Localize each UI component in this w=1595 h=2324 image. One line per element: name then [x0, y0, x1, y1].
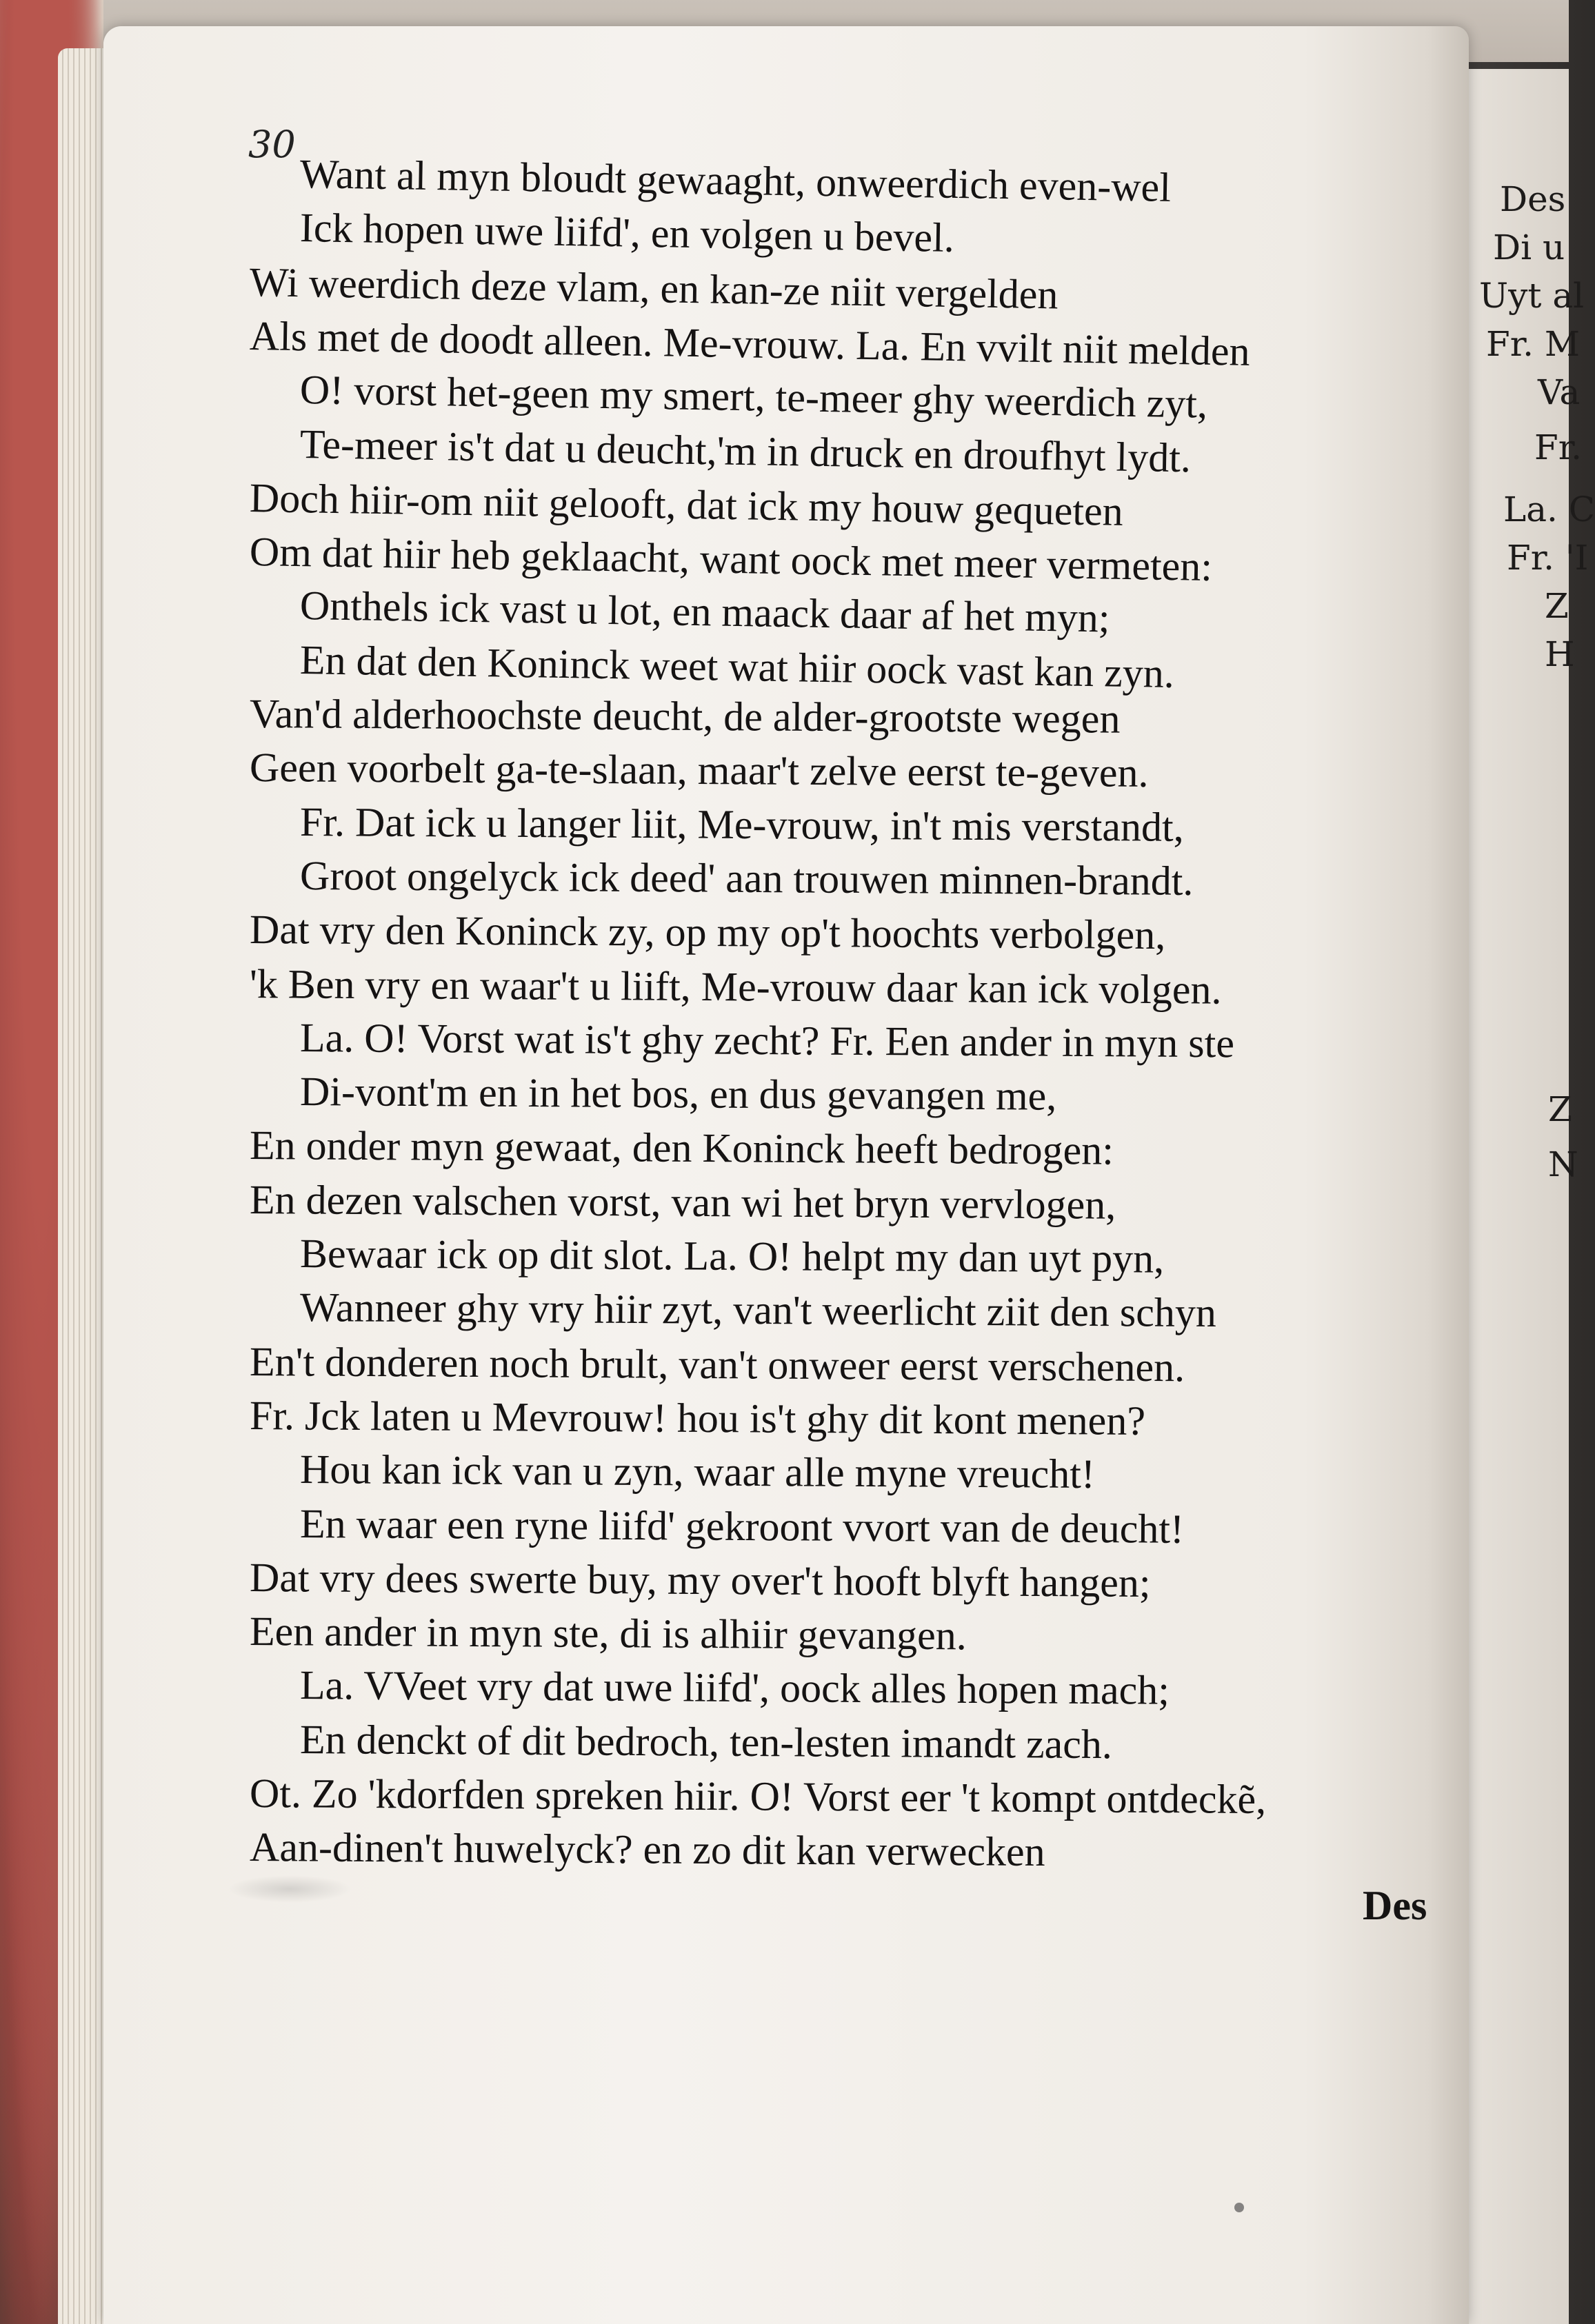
- facing-text: Fr.: [1534, 427, 1582, 467]
- verse-line: Om dat hiir heb geklaacht, want oock met meer vermeten:: [249, 529, 1213, 590]
- ink-smudge: [228, 1875, 352, 1903]
- verse-line: La. VVeet vry dat uwe liifd', oock alles hopen mach;: [299, 1662, 1170, 1714]
- verse-line: Want al myn bloudt gewaaght, onweerdich even-wel: [299, 151, 1172, 210]
- page-number: 30: [248, 123, 296, 166]
- facing-text: Uyt al: [1479, 276, 1585, 316]
- verse-line: Als met de doodt alleen. Me-vrouw. La. En vvilt niit melden: [249, 312, 1251, 374]
- facing-text: Va: [1538, 372, 1581, 412]
- facing-text: Des: [1500, 179, 1566, 219]
- verse-line: Wi weerdich deze vlam, en kan-ze niit vergelden: [249, 259, 1059, 318]
- verse-line: Bewaar ick op dit slot. La. O! helpt my dan uyt pyn,: [299, 1231, 1165, 1282]
- verse-line: Een ander in myn ste, di is alhiir gevangen.: [249, 1608, 967, 1659]
- verse-line: La. O! Vorst wat is't ghy zecht? Fr. Een ander in myn ste: [299, 1014, 1235, 1067]
- verse-line: Wanneer ghy vry hiir zyt, van't weerlicht ziit den schyn: [299, 1284, 1217, 1336]
- facing-text: Di u: [1493, 228, 1565, 267]
- verse-line: Van'd alderhoochste deucht, de alder-grootste wegen: [249, 691, 1121, 742]
- verse-line: En dezen valschen vorst, van wi het bryn vervlogen,: [249, 1176, 1116, 1228]
- verse-line: Onthels ick vast u lot, en maack daar af het myn;: [299, 583, 1111, 641]
- verse-line: Aan-dinen't huwelyck? en zo dit kan verwecken: [249, 1824, 1045, 1875]
- verse-line: O! vorst het-geen my smert, te-meer ghy weerdich zyt,: [299, 367, 1208, 427]
- verse-line: En onder myn gewaat, den Koninck heeft bedrogen:: [249, 1122, 1114, 1174]
- facing-text: Z: [1545, 586, 1569, 626]
- verse-line: En denckt of dit bedroch, ten-lesten imandt zach.: [299, 1716, 1113, 1767]
- verse-line: Dat vry dees swerte buy, my over't hooft blyft hangen;: [249, 1554, 1151, 1606]
- facing-text: Fr. 'I: [1507, 538, 1589, 578]
- verse-line: En waar een ryne liifd' gekroont vvort van de deucht!: [299, 1500, 1185, 1552]
- verse-line: Doch hiir-om niit gelooft, dat ick my houw gequeten: [249, 474, 1124, 534]
- verse-line: Ick hopen uwe liifd', en volgen u bevel.: [299, 205, 955, 261]
- verse-line: 'k Ben vry en waar't u liift, Me-vrouw daar kan ick volgen.: [249, 960, 1222, 1013]
- verse-line: Hou kan ick van u zyn, waar alle myne vreucht!: [299, 1446, 1096, 1497]
- verse-line: Dat vry den Koninck zy, op my op't hoochts verbolgen,: [249, 907, 1166, 958]
- verse-line: En dat den Koninck weet wat hiir oock vast kan zyn.: [299, 636, 1175, 696]
- facing-text: H: [1545, 634, 1575, 674]
- verse-line: Geen voorbelt ga-te-slaan, maar't zelve eerst te-geven.: [249, 745, 1149, 796]
- verse-line: Fr. Dat ick u langer liit, Me-vrouw, in't mis verstandt,: [299, 798, 1184, 850]
- facing-text: N: [1548, 1144, 1578, 1184]
- verse-line: Te-meer is't dat u deucht,'m in druck en droufhyt lydt.: [299, 421, 1192, 481]
- verse-line: En't donderen noch brult, van't onweer eerst verschenen.: [249, 1338, 1185, 1390]
- verse-line: Fr. Jck laten u Mevrouw! hou is't ghy dit kont menen?: [249, 1392, 1146, 1444]
- facing-text: Fr. M: [1486, 324, 1581, 364]
- catchword: Des: [1363, 1883, 1427, 1928]
- facing-text: La. C: [1503, 489, 1595, 529]
- verse-line: Di-vont'm en in het bos, en dus gevangen me,: [299, 1069, 1057, 1119]
- verse-line: Ot. Zo 'kdorfden spreken hiir. O! Vorst eer 't kompt ontdeckẽ,: [249, 1770, 1267, 1823]
- verse-line: Groot ongelyck ick deed' aan trouwen minnen-brandt.: [299, 852, 1194, 904]
- facing-text: Z: [1548, 1089, 1572, 1129]
- paper-speck: [1234, 2203, 1244, 2212]
